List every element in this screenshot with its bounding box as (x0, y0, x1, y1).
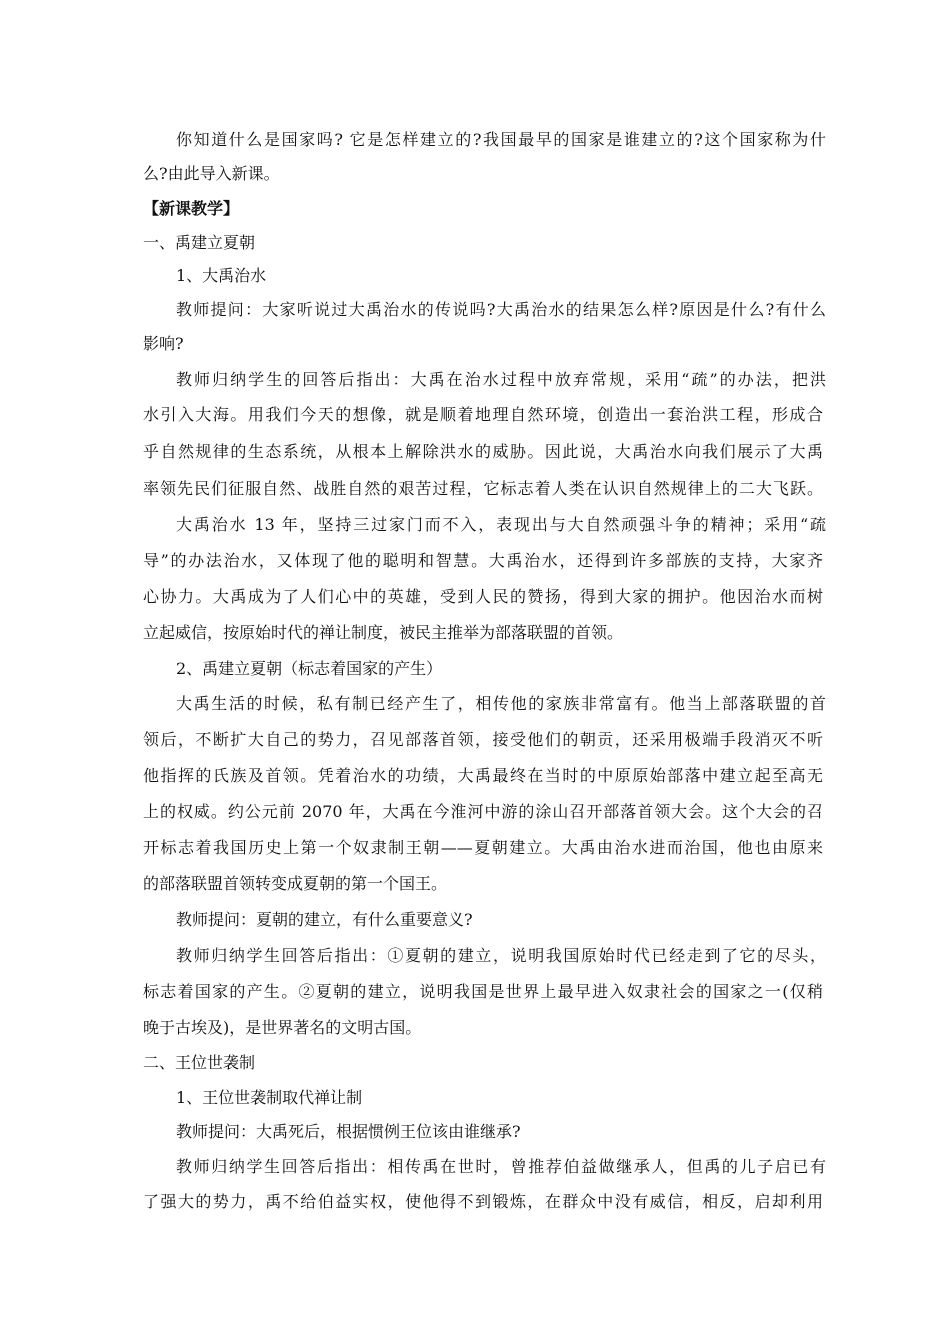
paragraph-line: 了强大的势力，禹不给伯益实权，使他得不到锻炼，在群众中没有威信，相反，启却利用 (143, 1192, 823, 1211)
paragraph-line: 他指挥的氏族及首领。凭着治水的功绩，大禹最终在当时的中原原始部落中建立起至高无 (143, 766, 823, 785)
paragraph-line: 影响? (143, 334, 184, 353)
paragraph-line: 水引入大海。用我们今天的想像，就是顺着地理自然环境，创造出一套治洪工程，形成合 (143, 405, 823, 424)
subheading-2-1: 1、王位世袭制取代禅让制 (176, 1088, 363, 1107)
paragraph-line: 晚于古埃及)，是世界著名的文明古国。 (143, 1018, 422, 1037)
paragraph-line: 率领先民们征服自然、战胜自然的艰苦过程，它标志着人类在认识自然规律上的二大飞跃。 (143, 479, 823, 498)
paragraph-line: 心协力。大禹成为了人们心中的英雄，受到人民的赞扬，得到大家的拥护。他因治水而树 (143, 587, 823, 606)
paragraph-line: 教师归纳学生回答后指出：①夏朝的建立，说明我国原始时代已经走到了它的尽头， (176, 946, 826, 965)
intro-question-line-1: 你知道什么是国家吗? 它是怎样建立的?我国最早的国家是谁建立的?这个国家称为什 (176, 130, 826, 149)
paragraph-line: 领后，不断扩大自己的势力，召见部落首领，接受他们的朝贡，还采用极端手段消灭不听 (143, 730, 823, 749)
teacher-question: 教师提问：夏朝的建立，有什么重要意义? (176, 910, 473, 929)
paragraph-line: 大禹治水 13 年，坚持三过家门而不入，表现出与大自然顽强斗争的精神；采用“疏 (176, 515, 826, 534)
paragraph-line: 上的权威。约公元前 2070 年，大禹在今淮河中游的涂山召开部落首领大会。这个大会的召 (143, 802, 823, 821)
paragraph-line: 大禹生活的时候，私有制已经产生了，相传他的家族非常富有。他当上部落联盟的首 (176, 694, 826, 713)
heading-part-1: 一、禹建立夏朝 (143, 233, 256, 252)
subheading-1-2: 2、禹建立夏朝（标志着国家的产生） (176, 659, 443, 678)
paragraph-line: 导”的办法治水，又体现了他的聪明和智慧。大禹治水，还得到许多部族的支持，大家齐 (143, 551, 823, 570)
paragraph-line: 教师提问：大家听说过大禹治水的传说吗?大禹治水的结果怎么样?原因是什么?有什么 (176, 300, 826, 319)
subheading-1-1: 1、大禹治水 (176, 266, 267, 285)
intro-question-line-2: 么?由此导入新课。 (143, 164, 280, 183)
teacher-question: 教师提问：大禹死后，根据惯例王位该由谁继承? (176, 1122, 521, 1141)
section-heading-new-lesson: 【新课教学】 (143, 199, 240, 218)
paragraph-line: 教师归纳学生的回答后指出：大禹在治水过程中放弃常规，采用“疏”的办法，把洪 (176, 370, 826, 389)
paragraph-line: 教师归纳学生回答后指出：相传禹在世时，曾推荐伯益做继承人，但禹的儿子启已有 (176, 1157, 826, 1176)
paragraph-line: 标志着国家的产生。②夏朝的建立，说明我国是世界上最早进入奴隶社会的国家之一(仅稍 (143, 982, 823, 1001)
paragraph-line: 开标志着我国历史上第一个奴隶制王朝——夏朝建立。大禹由治水进而治国，他也由原来 (143, 838, 823, 857)
paragraph-line: 立起威信，按原始时代的禅让制度，被民主推举为部落联盟的首领。 (143, 623, 624, 642)
paragraph-line: 乎自然规律的生态系统，从根本上解除洪水的威胁。因此说，大禹治水向我们展示了大禹 (143, 442, 823, 461)
heading-part-2: 二、王位世袭制 (143, 1053, 256, 1072)
paragraph-line: 的部落联盟首领转变成夏朝的第一个国王。 (143, 874, 448, 893)
